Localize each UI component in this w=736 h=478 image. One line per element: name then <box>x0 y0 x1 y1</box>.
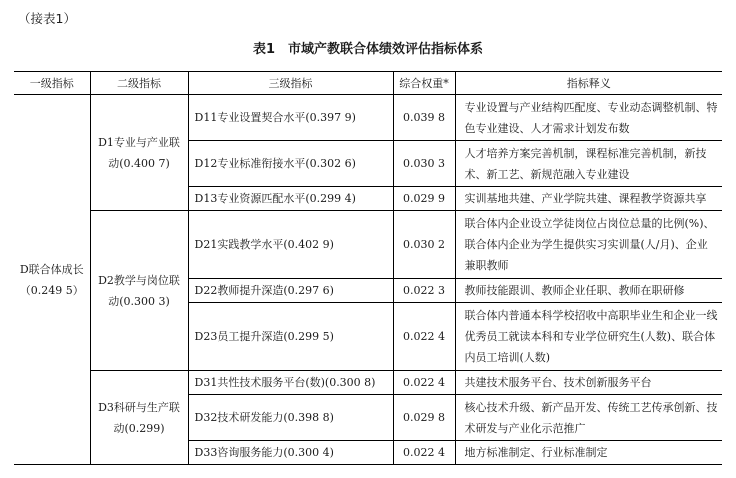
weight-cell: 0.030 2 <box>393 211 455 279</box>
table-row <box>14 371 722 395</box>
definition-cell: 共建技术服务平台、技术创新服务平台 <box>455 371 722 395</box>
header-level3: 三级指标 <box>188 72 393 95</box>
definition-cell: 实训基地共建、产业学院共建、课程教学资源共享 <box>455 187 722 211</box>
level3-cell: D23员工提升深造(0.299 5) <box>188 303 393 371</box>
definition-cell: 专业设置与产业结构匹配度、专业动态调整机制、特色专业建设、人才需求计划发布数 <box>455 95 722 141</box>
level1-cell: D联合体成长（0.249 5） <box>14 95 90 465</box>
header-weight: 综合权重* <box>393 72 455 95</box>
table-row <box>14 211 722 279</box>
header-row <box>14 72 722 95</box>
weight-cell: 0.030 3 <box>393 141 455 187</box>
weight-cell: 0.039 8 <box>393 95 455 141</box>
level3-cell: D11专业设置契合水平(0.397 9) <box>188 95 393 141</box>
level3-cell: D12专业标准衔接水平(0.302 6) <box>188 141 393 187</box>
header-definition: 指标释义 <box>455 72 722 95</box>
table-title: 表1 市域产教联合体绩效评估指标体系 <box>252 42 484 57</box>
definition-cell: 地方标准制定、行业标准制定 <box>464 446 608 459</box>
definition-cell: 人才培养方案完善机制，课程标准完善机制，新技术、新工艺、新规范融入专业建设 <box>455 141 722 187</box>
definition-cell: 核心技术升级、新产品开发、传统工艺传承创新、技术研发与产业化示范推广 <box>455 395 722 441</box>
weight-cell: 0.029 9 <box>393 187 455 211</box>
table-row <box>14 95 722 141</box>
continuation-note: （接表1） <box>18 11 76 26</box>
definition-cell: 联合体内普通本科学校招收中高职毕业生和企业一线优秀员工就读本科和专业学位研究生(人数)、联合体内员工培训(人数) <box>455 303 722 371</box>
definition-cell: 联合体内企业设立学徒岗位占岗位总量的比例(%)、联合体内企业为学生提供实习实训量(人/月)、企业兼职教师 <box>455 211 722 279</box>
weight-cell: 0.029 8 <box>393 395 455 441</box>
definition-cell: 教师技能跟训、教师企业任职、教师在职研修 <box>455 279 722 303</box>
weight-cell: 0.022 4 <box>393 371 455 395</box>
level3-cell: D33咨询服务能力(0.300 4) <box>188 441 393 465</box>
header-level2: 二级指标 <box>90 72 188 95</box>
level2-cell: D3科研与生产联动(0.299) <box>90 371 188 465</box>
level2-cell: D1专业与产业联动(0.400 7) <box>90 95 188 211</box>
level3-cell: D32技术研发能力(0.398 8) <box>188 395 393 441</box>
level3-cell: D22教师提升深造(0.297 6) <box>188 279 393 303</box>
indicator-table <box>14 71 722 465</box>
weight-cell: 0.022 4 <box>393 441 455 465</box>
level2-cell: D2教学与岗位联动(0.300 3) <box>90 211 188 371</box>
level3-cell: D13专业资源匹配水平(0.299 4) <box>188 187 393 211</box>
level3-cell: D21实践教学水平(0.402 9) <box>188 211 393 279</box>
weight-cell: 0.022 4 <box>393 303 455 371</box>
level3-cell: D31共性技术服务平台(数)(0.300 8) <box>188 371 393 395</box>
weight-cell: 0.022 3 <box>393 279 455 303</box>
header-level1: 一级指标 <box>14 72 90 95</box>
